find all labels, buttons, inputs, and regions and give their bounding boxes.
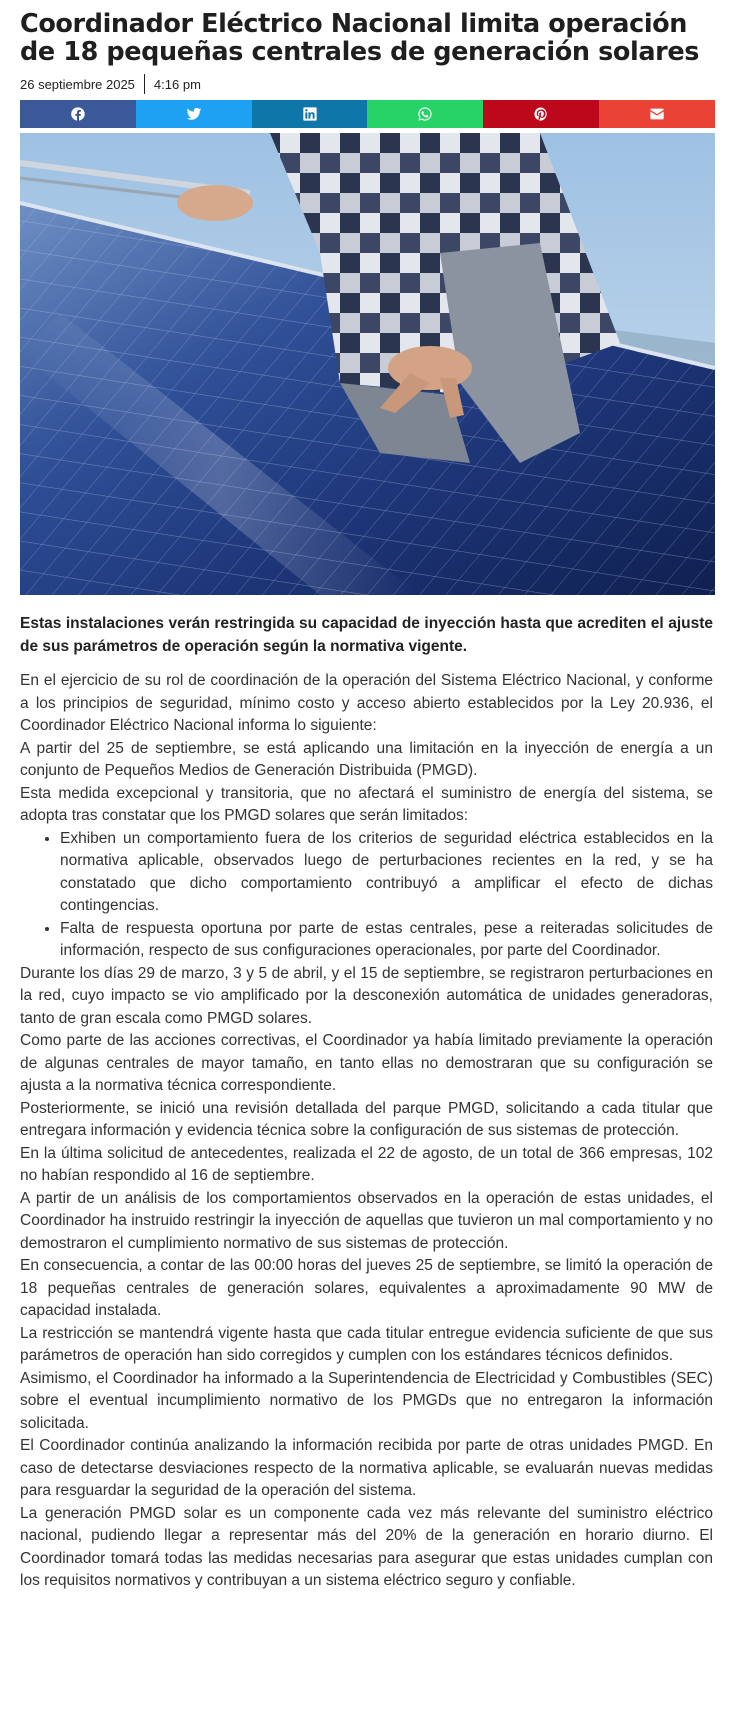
article-meta bbox=[20, 74, 713, 94]
paragraph: Durante los días 29 de marzo, 3 y 5 de abril, y el 15 de septiembre, se registraron perturbaciones en la red, cuyo impacto se vio amplificado por la desconexión automática de unidades generadoras, tanto de gran escala como PMGD solares. bbox=[20, 964, 713, 1027]
twitter-icon bbox=[186, 106, 202, 122]
list-item: • Exhiben un comportamiento fuera de los criterios de seguridad eléctrica establecidos en la normativa aplicable, observados luego de perturbaciones recientes en la red, y se ha constatado que dicho comportamiento contribuyó a amplificar el efecto de dichas contingencias. bbox=[60, 828, 713, 918]
share-pinterest-button[interactable] bbox=[483, 100, 599, 128]
paragraph: En consecuencia, a contar de las 00:00 horas del jueves 25 de septiembre, se limitó la operación de 18 pequeñas centrales de generación solares, equivalentes a aproximadamente 90 MW de capacidad instalada. bbox=[20, 1257, 713, 1319]
article-lead: Estas instalaciones verán restringida su capacidad de inyección hasta que acrediten el ajuste de sus parámetros de operación según la normativa vigente. bbox=[20, 615, 713, 655]
email-icon bbox=[649, 106, 665, 122]
article-date: 26 septiembre 2025 bbox=[20, 76, 135, 92]
list-item: • Falta de respuesta oportuna por parte de estas centrales, pese a reiteradas solicitudes de información, respecto de sus configuraciones operacionales, por parte del Coordinador. bbox=[60, 918, 713, 963]
share-bar bbox=[20, 100, 715, 128]
paragraph: En la última solicitud de antecedentes, realizada el 22 de agosto, de un total de 366 empresas, 102 no habían respondido al 16 de septiembre. bbox=[20, 1144, 713, 1184]
paragraph: Posteriormente, se inició una revisión detallada del parque PMGD, solicitando a cada titular que entregara información y evidencia técnica sobre la configuración de sus sistemas de protección. bbox=[20, 1099, 713, 1139]
paragraph: En el ejercicio de su rol de coordinación de la operación del Sistema Eléctrico Nacional, y conforme a los principios de seguridad, mínimo costo y acceso abierto establecidos por la Ley 20.936, el Coordinador Eléctrico Nacional informa lo siguiente: bbox=[20, 672, 713, 734]
meta-divider bbox=[144, 74, 145, 94]
paragraph: El Coordinador continúa analizando la información recibida por parte de otras unidades PMGD. En caso de detectarse desviaciones respecto de la normativa aplicable, se evaluarán nuevas medidas para resguardar la seguridad de la operación del sistema. bbox=[20, 1437, 713, 1499]
paragraph: Como parte de las acciones correctivas, el Coordinador ya había limitado previamente la operación de algunas centrales de mayor tamaño, en tanto ellas no demostraran que su configuración se ajusta a la normativa técnica correspondiente. bbox=[20, 1032, 713, 1094]
whatsapp-icon bbox=[417, 106, 433, 122]
paragraph: La generación PMGD solar es un componente cada vez más relevante del suministro eléctrico nacional, pudiendo llegar a representar más del 20% de la generación en horario diurno. El Coordinador tomará todas las medidas necesarias para asegurar que estas unidades cumplan con los requisitos normativos y contribuyan a un sistema eléctrico seguro y confiable. bbox=[20, 1504, 713, 1589]
solar-panels-photo bbox=[20, 133, 715, 595]
share-twitter-button[interactable] bbox=[136, 100, 252, 128]
paragraph: Asimismo, el Coordinador ha informado a la Superintendencia de Electricidad y Combustibles (SEC) sobre el eventual incumplimiento normativo de los PMGDs que no entregaron la información solicitada. bbox=[20, 1369, 713, 1432]
article-time: 4:16 pm bbox=[153, 76, 201, 92]
share-linkedin-button[interactable] bbox=[252, 100, 368, 128]
share-facebook-button[interactable] bbox=[20, 100, 136, 128]
pinterest-icon bbox=[533, 106, 549, 122]
hero-image bbox=[20, 133, 715, 595]
share-whatsapp-button[interactable] bbox=[367, 100, 483, 128]
share-email-button[interactable] bbox=[599, 100, 715, 128]
paragraph: Esta medida excepcional y transitoria, que no afectará el suministro de energía del sistema, se adopta tras constatar que los PMGD solares que serán limitados: bbox=[20, 784, 713, 824]
paragraph: A partir de un análisis de los comportamientos observados en la operación de estas unidades, el Coordinador ha instruido restringir la inyección de aquellas que tuvieron un mal comportamiento y no demostraron el cumplimiento normativo de sus sistemas de protección. bbox=[20, 1189, 713, 1252]
facebook-icon bbox=[70, 106, 86, 122]
article-title: Coordinador Eléctrico Nacional limita operación de 18 pequeñas centrales de generación solares bbox=[20, 9, 699, 67]
linkedin-icon bbox=[302, 106, 318, 122]
paragraph: La restricción se mantendrá vigente hasta que cada titular entregue evidencia suficiente de que sus parámetros de operación han sido corregidos y cumplen con los estándares técnicos definidos. bbox=[20, 1324, 713, 1364]
criteria-list bbox=[60, 828, 713, 963]
paragraph: A partir del 25 de septiembre, se está aplicando una limitación en la inyección de energía a un conjunto de Pequeños Medios de Generación Distribuida (PMGD). bbox=[20, 739, 713, 779]
article-body bbox=[20, 670, 713, 1593]
